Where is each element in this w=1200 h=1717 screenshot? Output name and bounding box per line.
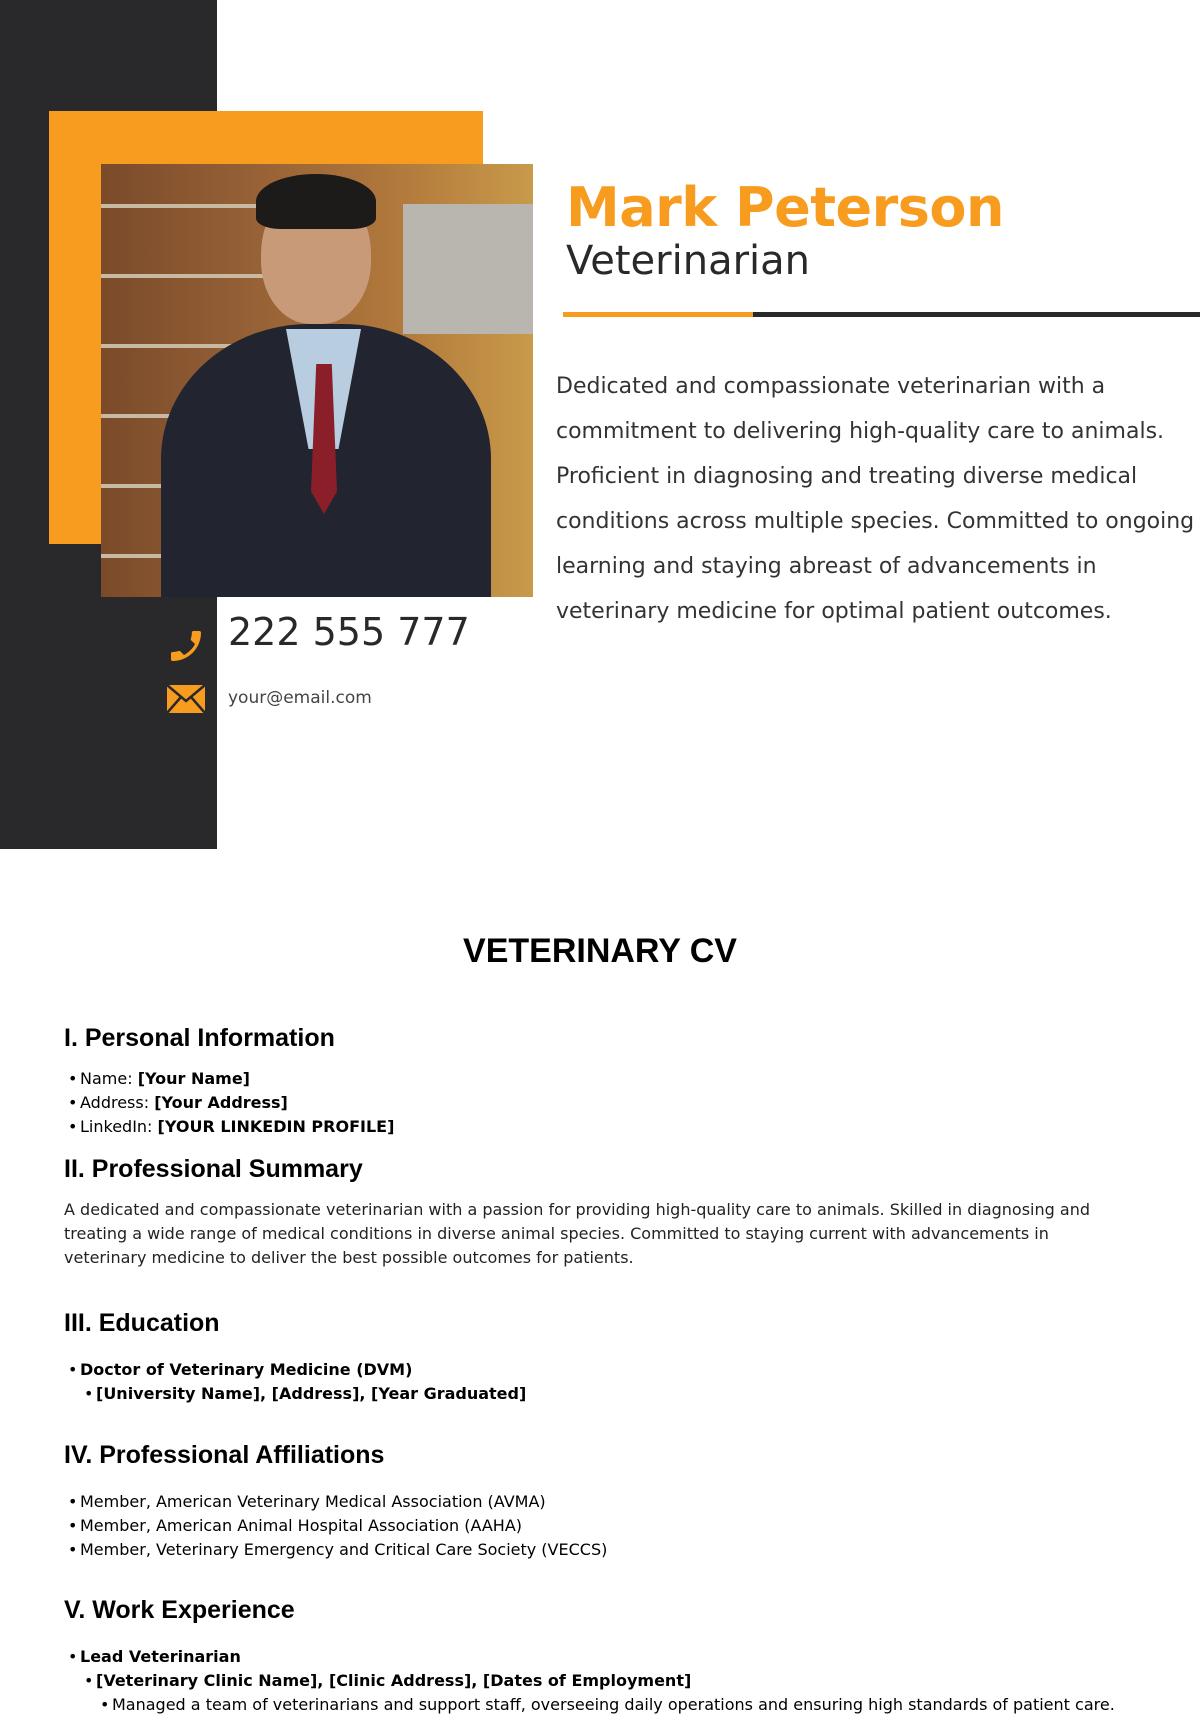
profile-photo bbox=[101, 164, 533, 597]
list-item bbox=[64, 1067, 1124, 1091]
work-experience-section bbox=[64, 1596, 1124, 1717]
degree: Doctor of Veterinary Medicine (DVM) bbox=[80, 1360, 413, 1379]
education-section bbox=[64, 1309, 1124, 1406]
item-value: [Your Name] bbox=[137, 1069, 250, 1088]
job-detail: [Veterinary Clinic Name], [Clinic Address], [Dates of Employment] bbox=[96, 1671, 692, 1690]
accent-divider bbox=[563, 312, 753, 317]
section-heading: V. Work Experience bbox=[64, 1596, 295, 1624]
list-item bbox=[64, 1091, 1124, 1115]
candidate-name: Mark Peterson bbox=[566, 176, 1004, 239]
email-address: your@email.com bbox=[228, 688, 372, 708]
phone-number: 222 555 777 bbox=[228, 610, 470, 654]
intro-text: Dedicated and compassionate veterinarian with a commitment to delivering high-quality care to animals. Proficient in diagnosing and treating diverse medical conditions across multiple species. Committed to ongoing learning and staying abreast of advancements in veterinary medicine for optimal patient outcomes. bbox=[556, 374, 1195, 624]
job-title: Lead Veterinarian bbox=[80, 1647, 241, 1666]
education-detail: [University Name], [Address], [Year Graduated] bbox=[96, 1384, 527, 1403]
email-icon bbox=[166, 684, 206, 714]
affiliations-section bbox=[64, 1441, 1124, 1562]
section-heading: II. Professional Summary bbox=[64, 1155, 363, 1183]
item-label: Address: bbox=[80, 1093, 150, 1112]
list-item bbox=[64, 1645, 1124, 1669]
item-value: [YOUR LINKEDIN PROFILE] bbox=[157, 1117, 395, 1136]
dark-divider bbox=[753, 312, 1200, 317]
list-item: • Member, American Animal Hospital Association (AAHA) bbox=[64, 1514, 1124, 1538]
personal-information-section bbox=[64, 1024, 1124, 1139]
list-item: • Member, American Veterinary Medical Association (AVMA) bbox=[64, 1490, 1124, 1514]
list-item bbox=[64, 1669, 1124, 1693]
summary-text: A dedicated and compassionate veterinarian with a passion for providing high-quality care to animals. Skilled in diagnosing and treating a wide range of medical conditions in diverse animal species. Committed to staying current with advancements in veterinary medicine to deliver the best possible outcomes for patients. bbox=[64, 1200, 1090, 1267]
list-item: • Managed a team of veterinarians and support staff, overseeing daily operations and ensuring high standards of patient care. bbox=[64, 1693, 1124, 1717]
section-heading: III. Education bbox=[64, 1309, 220, 1337]
document-title: VETERINARY CV bbox=[463, 932, 737, 970]
list-item bbox=[64, 1358, 1124, 1382]
candidate-role: Veterinarian bbox=[566, 238, 811, 284]
section-heading: IV. Professional Affiliations bbox=[64, 1441, 385, 1469]
section-heading: I. Personal Information bbox=[64, 1024, 335, 1052]
item-value: [Your Address] bbox=[154, 1093, 288, 1112]
item-label: Name: bbox=[80, 1069, 133, 1088]
professional-summary-section bbox=[64, 1155, 1124, 1270]
item-label: LinkedIn: bbox=[80, 1117, 153, 1136]
list-item bbox=[64, 1382, 1124, 1406]
list-item bbox=[64, 1115, 1124, 1139]
list-item: • Member, Veterinary Emergency and Critical Care Society (VECCS) bbox=[64, 1538, 1124, 1562]
phone-icon bbox=[166, 626, 206, 666]
